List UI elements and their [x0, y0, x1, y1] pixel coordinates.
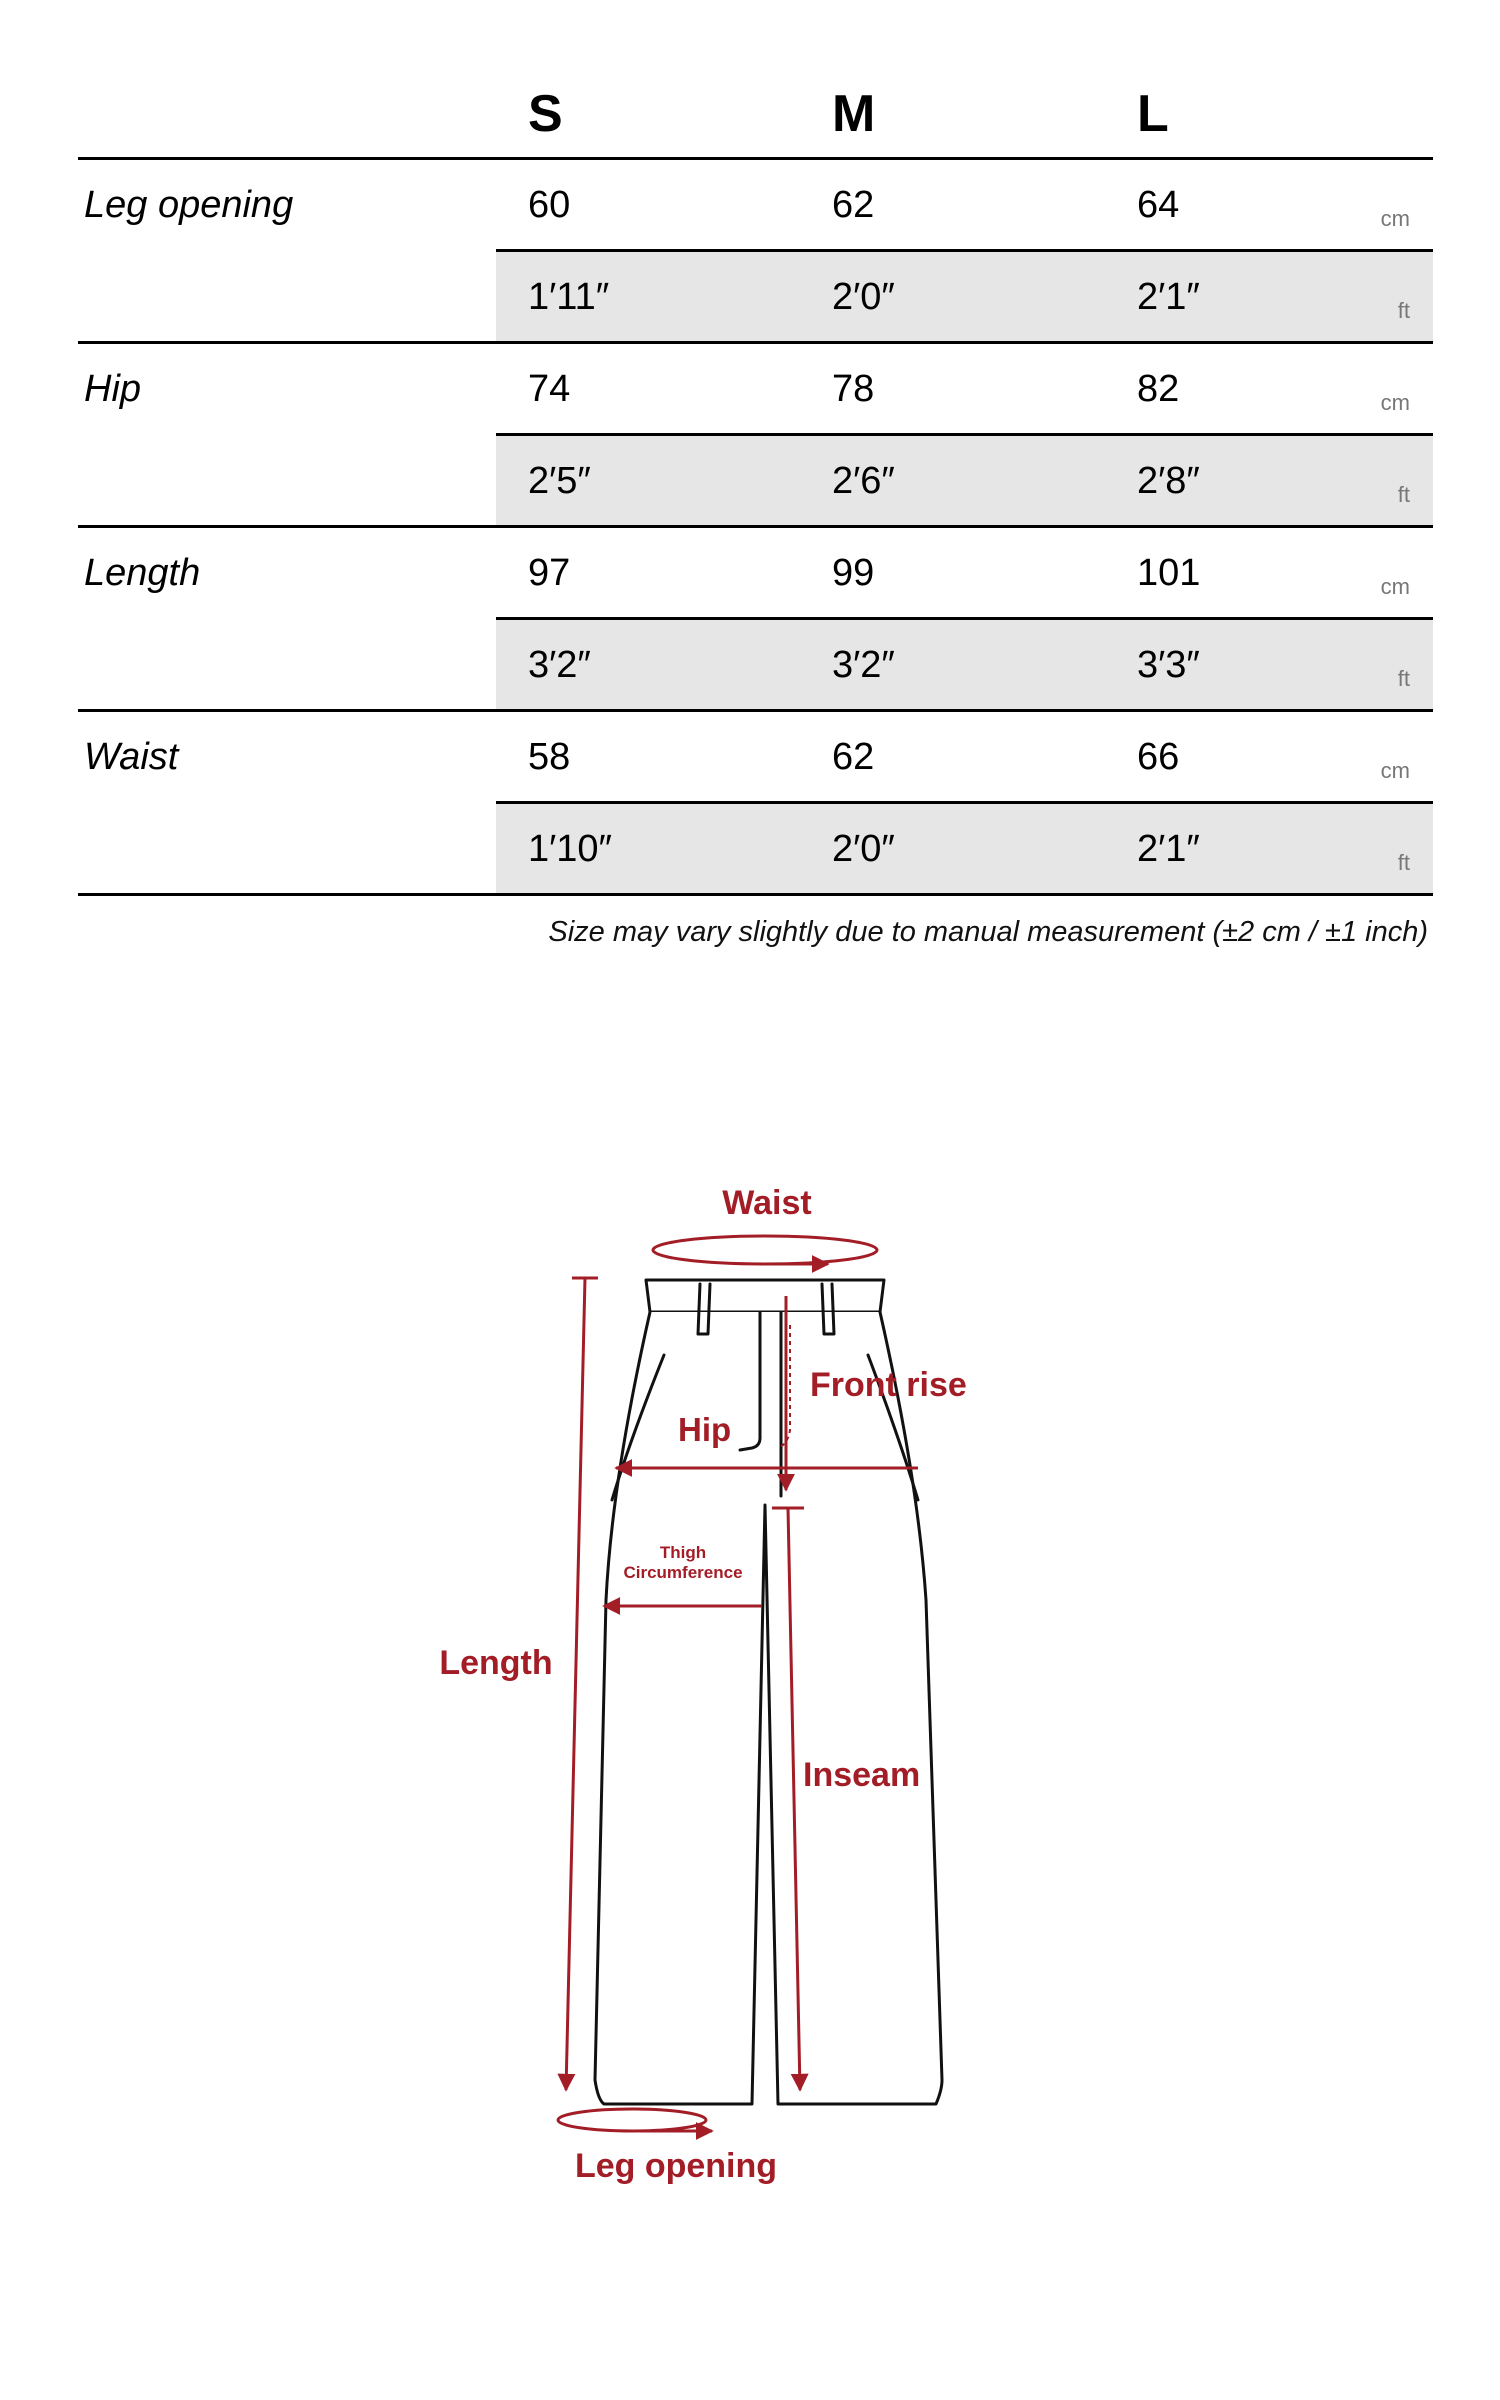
- cell-hip-m-cm: 78: [832, 368, 875, 410]
- divider-top: [78, 157, 1433, 160]
- unit-ft: ft: [1397, 298, 1410, 323]
- cell-waist-m-ft: 2′0″: [832, 828, 895, 870]
- cell-waist-l-ft: 2′1″: [1137, 828, 1200, 870]
- cell-leg-opening-m-cm: 62: [832, 184, 875, 226]
- label-circumference: Circumference: [623, 1563, 743, 1582]
- cell-length-m-ft: 3′2″: [832, 644, 895, 686]
- row-label-length: Length: [84, 552, 201, 594]
- row-label-hip: Hip: [84, 368, 142, 410]
- cell-leg-opening-l-cm: 64: [1137, 184, 1180, 226]
- divider-inner: [496, 433, 1433, 436]
- divider-row: [78, 341, 1433, 344]
- cell-leg-opening-s-ft: 1′11″: [528, 276, 610, 318]
- unit-ft: ft: [1397, 850, 1410, 875]
- cell-length-m-cm: 99: [832, 552, 875, 594]
- cell-length-l-cm: 101: [1137, 552, 1201, 594]
- row-band-waist: [496, 804, 1433, 893]
- row-label-leg-opening: Leg opening: [84, 184, 294, 226]
- cell-leg-opening-s-cm: 60: [528, 184, 571, 226]
- cell-length-l-ft: 3′3″: [1137, 644, 1200, 686]
- cell-length-s-cm: 97: [528, 552, 571, 594]
- unit-ft: ft: [1397, 666, 1410, 691]
- unit-cm: cm: [1380, 206, 1410, 231]
- row-label-waist: Waist: [84, 736, 179, 778]
- unit-ft: ft: [1397, 482, 1410, 507]
- divider-inner: [496, 801, 1433, 804]
- unit-cm: cm: [1380, 758, 1410, 783]
- cell-hip-m-ft: 2′6″: [832, 460, 895, 502]
- cell-hip-s-ft: 2′5″: [528, 460, 591, 502]
- label-hip: Hip: [678, 1411, 732, 1448]
- label-waist: Waist: [722, 1184, 812, 1222]
- label-thigh: Thigh: [659, 1543, 707, 1562]
- divider-inner: [496, 617, 1433, 620]
- divider-row: [78, 709, 1433, 712]
- leg-opening-arrow: [558, 2109, 712, 2131]
- unit-cm: cm: [1380, 390, 1410, 415]
- cell-leg-opening-l-ft: 2′1″: [1137, 276, 1200, 318]
- label-leg-opening: Leg opening: [574, 2147, 778, 2185]
- label-inseam: Inseam: [803, 1756, 921, 1794]
- size-header-l: L: [1137, 85, 1169, 143]
- cell-length-s-ft: 3′2″: [528, 644, 591, 686]
- row-band-hip: [496, 436, 1433, 525]
- length-arrow: [566, 1278, 598, 2090]
- divider-row: [78, 525, 1433, 528]
- row-band-leg-opening: [496, 252, 1433, 341]
- cell-waist-m-cm: 62: [832, 736, 875, 778]
- divider-bottom: [78, 893, 1433, 896]
- cell-hip-l-ft: 2′8″: [1137, 460, 1200, 502]
- size-header-s: S: [528, 85, 563, 143]
- measurement-note: Size may vary slightly due to manual measurement (±2 cm / ±1 inch): [548, 916, 1428, 948]
- label-length: Length: [439, 1644, 553, 1682]
- cell-waist-s-cm: 58: [528, 736, 571, 778]
- label-front-rise: Front rise: [810, 1366, 967, 1404]
- cell-hip-s-cm: 74: [528, 368, 571, 410]
- waist-arrow: [653, 1236, 877, 1264]
- cell-hip-l-cm: 82: [1137, 368, 1180, 410]
- cell-waist-s-ft: 1′10″: [528, 828, 612, 870]
- row-band-length: [496, 620, 1433, 709]
- cell-waist-l-cm: 66: [1137, 736, 1180, 778]
- divider-inner: [496, 249, 1433, 252]
- unit-cm: cm: [1380, 574, 1410, 599]
- cell-leg-opening-m-ft: 2′0″: [832, 276, 895, 318]
- size-header-m: M: [832, 85, 876, 143]
- pants-diagram: [0, 1100, 1500, 2250]
